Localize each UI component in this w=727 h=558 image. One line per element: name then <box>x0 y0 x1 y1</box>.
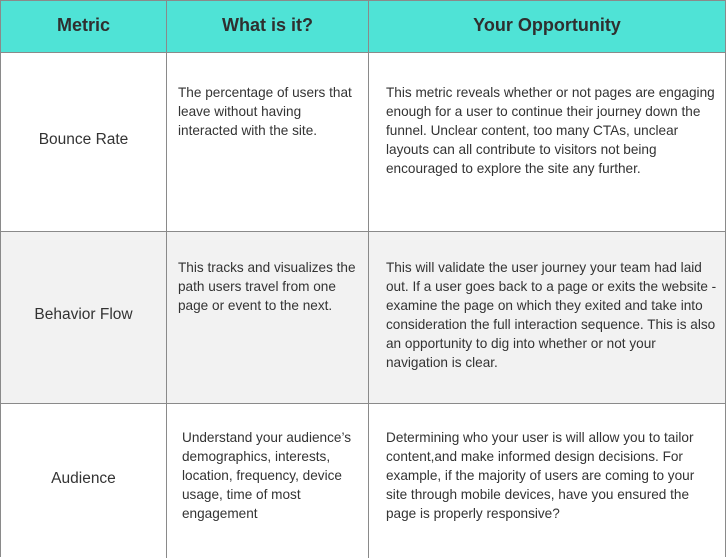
table-row-bounce-rate <box>1 53 725 232</box>
metric-cell <box>1 232 167 403</box>
metric-name: Audience <box>51 470 116 487</box>
opportunity-cell <box>369 232 725 403</box>
metric-definition: This tracks and visualizes the path users travel from one page or event to the next. <box>178 260 356 313</box>
table-row-audience <box>1 404 725 558</box>
definition-cell <box>167 53 369 231</box>
metric-definition: Understand your audience’s demographics, interests, location, frequency, device usage, time of most engagement <box>182 430 352 521</box>
header-cell-opportunity <box>369 1 725 52</box>
header-cell-what <box>167 1 369 52</box>
header-what-label: What is it? <box>222 15 313 35</box>
table-header-row <box>1 1 725 53</box>
metric-definition: The percentage of users that leave without having interacted with the site. <box>178 85 352 138</box>
definition-cell <box>167 404 369 558</box>
metric-cell <box>1 53 167 231</box>
opportunity-cell <box>369 53 725 231</box>
opportunity-cell <box>369 404 725 558</box>
metric-opportunity: This will validate the user journey your team had laid out. If a user goes back to a page or exits the website - examine the page on which they exited and take into consideration the full interaction sequence. This is also an opportunity to dig into whether or not your navigation is clear. <box>386 260 717 370</box>
header-cell-metric <box>1 1 167 52</box>
table-row-behavior-flow <box>1 232 725 404</box>
header-metric-label: Metric <box>56 15 110 35</box>
metric-cell <box>1 404 167 558</box>
metric-name: Behavior Flow <box>34 306 133 323</box>
definition-cell <box>167 232 369 403</box>
header-opportunity-label: Your Opportunity <box>473 15 621 35</box>
metric-name: Bounce Rate <box>38 131 129 148</box>
metric-opportunity: Determining who your user is will allow you to tailor content,and make informed design decisions. For example, if the majority of users are coming to your site through mobile devices, have you ensured the page is properly responsive? <box>386 430 695 521</box>
metric-opportunity: This metric reveals whether or not pages are engaging enough for a user to continue their journey down the funnel. Unclear content, too many CTAs, unclear layouts can all contribute to visitors not being encouraged to explore the site any further. <box>386 85 715 176</box>
